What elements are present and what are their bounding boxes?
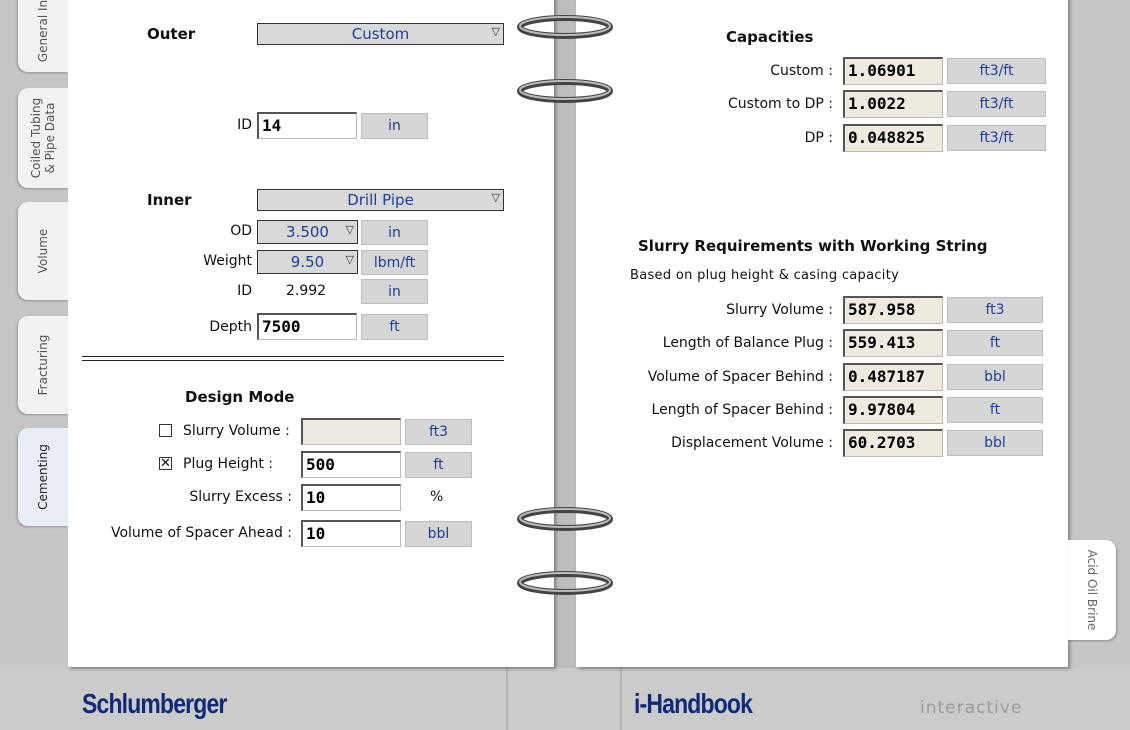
tab-label: General In: [36, 0, 50, 63]
dropdown-arrow-icon: ▽: [491, 191, 500, 204]
slurry-unit-spacer-length[interactable]: ft: [947, 397, 1043, 423]
inner-type-value: Drill Pipe: [347, 191, 414, 209]
outer-type-value: Custom: [351, 25, 410, 43]
tab-label: Fracturing: [36, 334, 50, 396]
slurry-volume-checkbox[interactable]: [159, 424, 172, 437]
inner-od-value: 3.500: [286, 223, 329, 241]
capacity-unit-dp[interactable]: ft3/ft: [947, 125, 1046, 151]
outer-id-unit[interactable]: in: [361, 113, 428, 139]
tab-label: Acid Oil Brine: [1085, 549, 1099, 631]
spacer-ahead-label: Volume of Spacer Ahead :: [110, 525, 292, 541]
ihandbook-logo: i-Handbook: [634, 688, 753, 719]
slurry-unit-volume[interactable]: ft3: [947, 297, 1043, 323]
tab-acid-oil-brine[interactable]: [1068, 540, 1116, 640]
inner-od-label: OD: [230, 223, 252, 239]
slurry-excess-unit: %: [430, 489, 444, 505]
capacity-label-custom-to-dp: Custom to DP :: [728, 96, 833, 112]
capacity-label-custom: Custom :: [770, 63, 833, 79]
section-divider: [82, 356, 504, 357]
dropdown-arrow-icon: ▽: [345, 253, 354, 266]
inner-weight-value: 9.50: [290, 253, 325, 271]
plug-height-unit[interactable]: ft: [405, 452, 472, 478]
inner-id-value: 2.992: [286, 283, 327, 299]
slurry-volume-label: Slurry Volume :: [183, 423, 290, 439]
binder-ring-icon: [516, 12, 614, 42]
dropdown-arrow-icon: ▽: [491, 25, 500, 38]
inner-type-select[interactable]: [257, 189, 504, 211]
tab-cementing[interactable]: [18, 428, 68, 526]
inner-depth-label: Depth: [209, 319, 252, 335]
inner-od-unit[interactable]: in: [361, 220, 428, 245]
slurry-label-balance-plug: Length of Balance Plug :: [662, 335, 833, 351]
binder-ring-icon: [516, 76, 614, 106]
slurry-label-spacer-volume: Volume of Spacer Behind :: [647, 369, 833, 385]
inner-depth-input[interactable]: 7500: [257, 313, 357, 340]
schlumberger-logo: Schlumberger: [82, 688, 227, 719]
inner-id-label: ID: [237, 283, 252, 299]
slurry-value-balance-plug: 559.413: [843, 329, 943, 357]
capacity-value-dp: 0.048825: [843, 124, 943, 152]
spacer-ahead-unit[interactable]: bbl: [405, 521, 472, 547]
slurry-value-volume: 587.958: [843, 296, 943, 324]
inner-weight-select[interactable]: [257, 250, 358, 274]
plug-height-label: Plug Height :: [183, 456, 273, 472]
outer-label: Outer: [147, 25, 196, 43]
section-divider: [82, 360, 504, 361]
capacity-unit-custom-to-dp[interactable]: ft3/ft: [947, 91, 1046, 117]
outer-id-label: ID: [237, 117, 252, 133]
outer-type-select[interactable]: [257, 23, 504, 45]
tab-general-info[interactable]: [18, 0, 68, 72]
inner-weight-label: Weight: [203, 253, 252, 269]
dropdown-arrow-icon: ▽: [345, 223, 354, 236]
tab-volume[interactable]: [18, 202, 68, 300]
spacer-ahead-input[interactable]: 10: [301, 520, 401, 547]
inner-label: Inner: [147, 191, 192, 209]
inner-od-select[interactable]: [257, 220, 358, 244]
capacity-unit-custom[interactable]: ft3/ft: [947, 58, 1046, 84]
footer-divider: [506, 668, 508, 730]
capacities-title: Capacities: [726, 28, 814, 46]
tab-label: Cementing: [36, 444, 50, 510]
slurry-requirements-title: Slurry Requirements with Working String: [638, 237, 988, 255]
binder-ring-icon: [516, 568, 614, 598]
slurry-value-spacer-volume: 0.487187: [843, 363, 943, 391]
slurry-value-spacer-length: 9.97804: [843, 396, 943, 424]
capacity-value-custom-to-dp: 1.0022: [843, 90, 943, 118]
slurry-excess-input[interactable]: 10: [301, 484, 401, 511]
tab-coiled-tubing[interactable]: [18, 88, 68, 188]
capacity-label-dp: DP :: [804, 130, 833, 146]
interactive-tagline: interactive: [920, 698, 1023, 718]
inner-id-unit[interactable]: in: [361, 279, 428, 304]
slurry-value-displacement: 60.2703: [843, 429, 943, 457]
tab-label: Volume: [36, 228, 50, 274]
slurry-volume-input[interactable]: [301, 418, 401, 445]
inner-weight-unit[interactable]: lbm/ft: [361, 250, 428, 275]
plug-height-checkbox[interactable]: ✕: [160, 456, 171, 471]
slurry-label-spacer-length: Length of Spacer Behind :: [651, 402, 833, 418]
slurry-label-volume: Slurry Volume :: [726, 302, 833, 318]
slurry-label-displacement: Displacement Volume :: [671, 435, 833, 451]
tab-fracturing[interactable]: [18, 316, 68, 414]
footer-divider: [620, 668, 622, 730]
inner-depth-unit[interactable]: ft: [361, 314, 428, 340]
slurry-unit-balance-plug[interactable]: ft: [947, 330, 1043, 356]
slurry-excess-label: Slurry Excess :: [189, 489, 292, 505]
tab-label: Coiled Tubing & Pipe Data: [29, 97, 57, 179]
slurry-requirements-subtitle: Based on plug height & casing capacity: [630, 268, 900, 283]
slurry-volume-unit[interactable]: ft3: [405, 419, 472, 445]
plug-height-input[interactable]: 500: [301, 451, 401, 478]
binder-ring-icon: [516, 504, 614, 534]
design-mode-title: Design Mode: [185, 388, 295, 406]
slurry-unit-spacer-volume[interactable]: bbl: [947, 364, 1043, 390]
slurry-unit-displacement[interactable]: bbl: [947, 430, 1043, 456]
outer-id-input[interactable]: 14: [257, 112, 357, 139]
capacity-value-custom: 1.06901: [843, 57, 943, 85]
